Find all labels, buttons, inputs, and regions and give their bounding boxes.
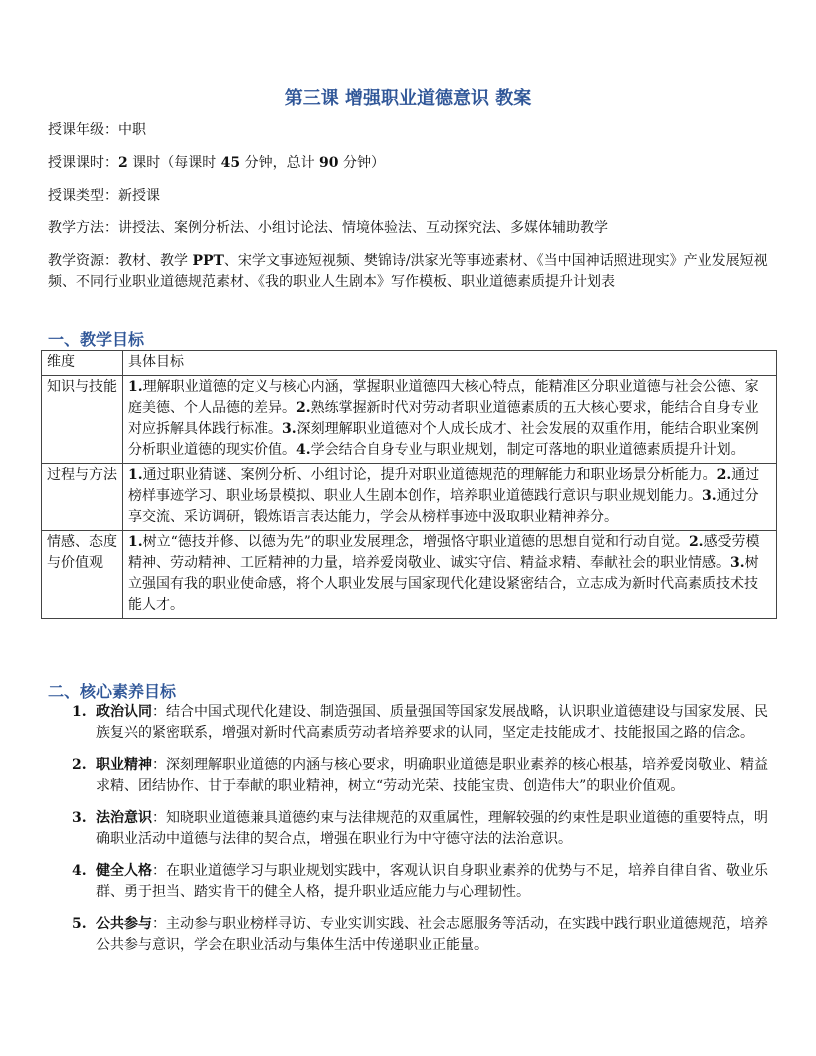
list-item-label: 健全人格 [96, 863, 152, 879]
table-row [42, 531, 777, 619]
goal-detail [123, 376, 777, 464]
goal-item-text: 学会结合自身专业与职业规划，制定可落地的职业道德素质提升计划。 [310, 442, 745, 458]
goal-item-number: 1. [128, 534, 143, 550]
list-item-text: ：结合中国式现代化建设、制造强国、质量强国等国家发展战略，认识职业道德建设与国家发展、民族复兴的紧密联系，增强对新时代高素质劳动者培养要求的认同，坚定走技能成才、技能报国之路的信念。 [96, 704, 768, 741]
meta-hours-90: 90 [319, 155, 339, 171]
meta-hours-end: 分钟） [338, 155, 385, 171]
goal-item-text: 通过榜样事迹学习、职业场景模拟、职业人生剧本创作，培养职业道德践行意识与职业规划能力。 [128, 467, 760, 504]
goal-item-number: 3. [730, 555, 745, 571]
list-item-number: 5. [72, 916, 87, 932]
list-item [48, 702, 772, 744]
table-header-detail: 具体目标 [123, 351, 777, 376]
goal-dimension: 情感、态度与价值观 [42, 531, 123, 619]
list-item [48, 755, 772, 797]
goal-item-text: 理解职业道德的定义与核心内涵，掌握职业道德四大核心特点，能精准区分职业道德与社会公德、家庭美德、个人品德的差异。 [128, 379, 759, 416]
table-header-row [42, 351, 777, 376]
goal-item-text: 树立“德技并修、以德为先”的职业发展理念，增强恪守职业道德的思想自觉和行动自觉。 [142, 534, 689, 550]
teaching-goals-table [41, 350, 777, 619]
goal-item-number: 2. [688, 534, 704, 550]
list-item [48, 914, 772, 956]
list-item-number: 4. [72, 863, 87, 879]
list-item-number: 3. [72, 810, 87, 826]
list-item-label: 政治认同 [96, 704, 152, 720]
table-row [42, 376, 777, 464]
meta-hours-mid2: 分钟，总计 [240, 155, 320, 171]
meta-resources-prefix: 教学资源：教材、教学 [48, 253, 193, 269]
goal-item-number: 2. [716, 467, 732, 483]
list-item-label: 公共参与 [96, 916, 152, 932]
meta-hours-45: 45 [220, 155, 241, 171]
list-item [48, 808, 772, 850]
list-item-text: ：深刻理解职业道德的内涵与核心要求，明确职业道德是职业素养的核心根基，培养爱岗敬业、精益求精、团结协作、甘于奉献的职业精神，树立“劳动光荣、技能宝贵、创造伟大”的职业价值观。 [96, 757, 768, 794]
goal-item-text: 感受劳模精神、劳动精神、工匠精神的力量，培养爱岗敬业、诚实守信、精益求精、奉献社会的职业情感。 [128, 534, 760, 571]
meta-hours-prefix: 授课课时： [48, 155, 118, 171]
goal-item-number: 3. [702, 488, 717, 504]
section-heading-teaching-goals: 一、教学目标 [48, 330, 145, 349]
goal-item-number: 3. [282, 421, 297, 437]
section-heading-core-literacy: 二、核心素养目标 [48, 682, 177, 701]
list-item-text: ：主动参与职业榜样寻访、专业实训实践、社会志愿服务等活动，在实践中践行职业道德规范，培养公共参与意识，学会在职业活动与集体生活中传递职业正能量。 [96, 916, 768, 953]
meta-methods: 教学方法：讲授法、案例分析法、小组讨论法、情境体验法、互动探究法、多媒体辅助教学 [48, 220, 608, 236]
meta-resources-rest: 、宋学文事迹短视频、樊锦诗/洪家光等事迹素材、《当中国神话照进现实》产业发展短视频、不同行业职业道德规范素材、《我的职业人生剧本》写作模板、职业道德素质提升计划表 [48, 253, 768, 290]
list-item [48, 861, 772, 903]
list-item-text: ：在职业道德学习与职业规划实践中，客观认识自身职业素养的优势与不足，培养自律自省、敬业乐群、勇于担当、踏实肯干的健全人格，提升职业适应能力与心理韧性。 [96, 863, 768, 900]
core-literacy-list [48, 702, 772, 967]
meta-resources [48, 251, 772, 293]
goal-item-number: 1. [128, 467, 143, 483]
goal-item-number: 4. [296, 442, 311, 458]
goal-dimension: 过程与方法 [42, 464, 123, 531]
list-item-number: 2. [72, 757, 87, 773]
table-header-dimension: 维度 [42, 351, 123, 376]
meta-resources-ppt: PPT [192, 253, 224, 269]
goal-detail [123, 464, 777, 531]
lesson-title: 第三课 增强职业道德意识 教案 [284, 88, 532, 109]
meta-type: 授课类型：新授课 [48, 188, 160, 204]
goal-detail [123, 531, 777, 619]
meta-hours-mid1: 课时（每课时 [127, 155, 221, 171]
goal-item-text: 通过分享交流、采访调研，锻炼语言表达能力，学会从榜样事迹中汲取职业精神养分。 [128, 488, 759, 525]
goal-item-number: 2. [296, 400, 311, 416]
goal-item-text: 通过职业猜谜、案例分析、小组讨论，提升对职业道德规范的理解能力和职业场景分析能力。 [142, 467, 717, 483]
table-row [42, 464, 777, 531]
goal-item-text: 树立强国有我的职业使命感，将个人职业发展与国家现代化建设紧密结合，立志成为新时代高素质技术技能人才。 [128, 555, 759, 613]
goal-item-text: 深刻理解职业道德对个人成长成才、社会发展的双重作用，能结合职业案例分析职业道德的现实价值。 [128, 421, 759, 458]
meta-hours-value: 2 [118, 155, 128, 171]
goal-item-text: 熟练掌握新时代对劳动者职业道德素质的五大核心要求，能结合自身专业对应拆解具体践行标准。 [128, 400, 759, 437]
list-item-label: 法治意识 [96, 810, 152, 826]
list-item-text: ：知晓职业道德兼具道德约束与法律规范的双重属性，理解较强的约束性是职业道德的重要特点，明确职业活动中道德与法律的契合点，增强在职业行为中守德守法的法治意识。 [96, 810, 768, 847]
goal-dimension: 知识与技能 [42, 376, 123, 464]
meta-grade: 授课年级：中职 [48, 122, 146, 138]
meta-hours [48, 153, 385, 174]
list-item-label: 职业精神 [96, 757, 152, 773]
goal-item-number: 1. [128, 379, 143, 395]
list-item-number: 1. [72, 704, 87, 720]
